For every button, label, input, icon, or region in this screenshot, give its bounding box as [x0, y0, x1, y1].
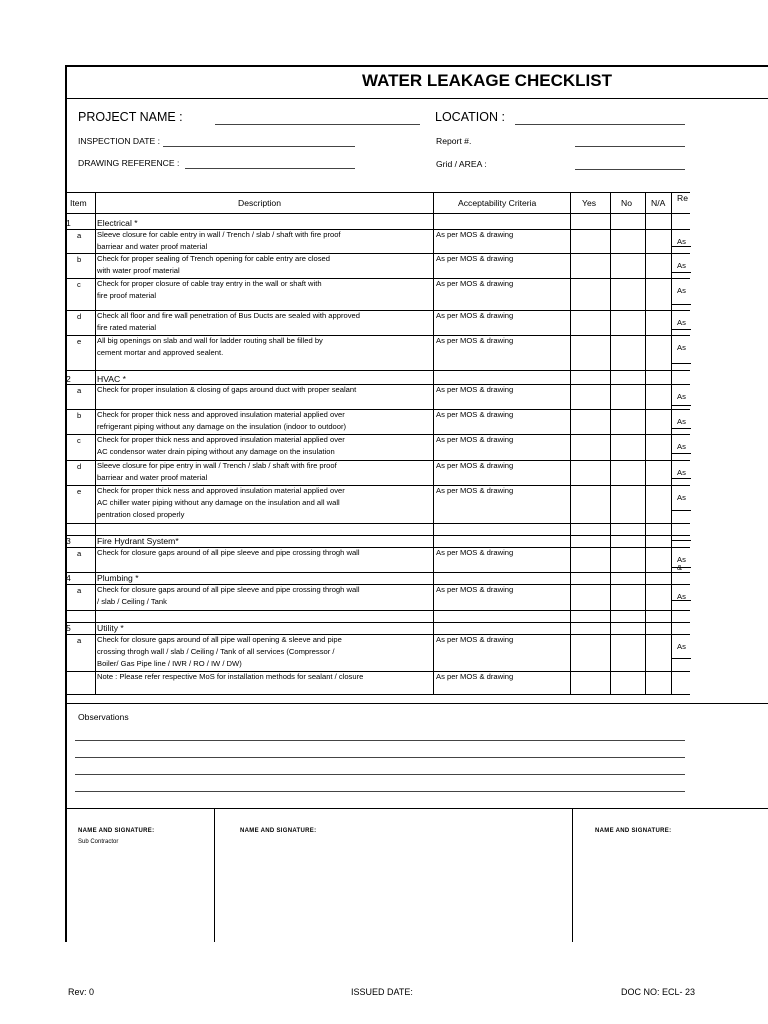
remark-rule [671, 510, 691, 511]
checkbox-no[interactable] [611, 311, 644, 334]
row-remark: As [677, 493, 686, 502]
row-description: Check for proper thick ness and approved insulation material applied over [97, 435, 345, 444]
checkbox-no[interactable] [611, 410, 644, 433]
inspection-date-field[interactable] [163, 146, 355, 147]
row-letter: c [77, 436, 81, 445]
row-description: Check all floor and fire wall penetration of Bus Ducts are sealed with approved [97, 311, 360, 320]
row-remark: As [677, 343, 686, 352]
location-label: LOCATION : [435, 110, 505, 124]
col-no: No [621, 198, 632, 208]
row-letter: e [77, 487, 82, 496]
section-num: 5 [66, 623, 71, 633]
section-title: Electrical * [97, 218, 138, 228]
row-criteria: As per MOS & drawing [436, 635, 514, 644]
checkbox-na[interactable] [646, 279, 670, 309]
observation-line[interactable] [75, 740, 685, 741]
row-letter: c [77, 280, 81, 289]
signature-label: NAME AND SIGNATURE: [240, 828, 317, 834]
section-num: 1 [66, 218, 71, 228]
remark-rule [671, 428, 691, 429]
remark-rule [671, 272, 691, 273]
checkbox-no[interactable] [611, 435, 644, 459]
row-remark: As [677, 468, 686, 477]
row-letter: e [77, 337, 82, 346]
table-rule [65, 572, 690, 573]
row-criteria: As per MOS & drawing [436, 279, 514, 288]
table-rule [65, 694, 690, 695]
checkbox-yes[interactable] [571, 311, 609, 334]
row-remark: As [677, 642, 686, 651]
drawing-reference-label: DRAWING REFERENCE : [78, 158, 180, 168]
remark-rule [671, 405, 691, 406]
checkbox-yes[interactable] [571, 385, 609, 408]
row-description: barriear and water proof material [97, 473, 208, 482]
checkbox-yes[interactable] [571, 548, 609, 571]
row-description: Check for proper thick ness and approved insulation material applied over [97, 410, 345, 419]
row-remark: As [677, 261, 686, 270]
row-criteria: As per MOS & drawing [436, 311, 514, 320]
checkbox-na[interactable] [646, 336, 670, 369]
row-description: Check for proper closure of cable tray entry in the wall or shaft with [97, 279, 322, 288]
table-rule [65, 622, 690, 623]
section-title: Fire Hydrant System* [97, 536, 179, 546]
row-letter: a [77, 549, 82, 558]
table-rule [65, 192, 690, 193]
page-title: WATER LEAKAGE CHECKLIST [362, 71, 612, 90]
section-title: Plumbing * [97, 573, 139, 583]
section-num: 4 [66, 573, 71, 583]
observation-line[interactable] [75, 791, 685, 792]
row-description: Sleeve closure for cable entry in wall / Trench / slab / shaft with fire proof [97, 230, 341, 239]
checkbox-yes[interactable] [571, 410, 609, 433]
grid-area-label: Grid / AREA : [436, 159, 487, 169]
signature-box[interactable] [220, 850, 565, 935]
table-rule [65, 610, 690, 611]
row-letter: b [77, 255, 82, 264]
footer-rev: Rev: 0 [68, 987, 95, 997]
checkbox-yes[interactable] [571, 461, 609, 484]
row-description: AC chiller water piping without any damage on the insulation and all wall [97, 498, 340, 507]
footer-issued-date: ISSUED DATE: [351, 987, 413, 997]
row-description: AC condensor water drain piping without any damage on the insulation [97, 447, 335, 456]
project-name-label: PROJECT NAME : [78, 110, 183, 124]
row-criteria: As per MOS & drawing [436, 461, 514, 470]
remark-rule [671, 540, 691, 541]
checkbox-no[interactable] [611, 230, 644, 252]
row-remark: As [677, 392, 686, 401]
checkbox-na[interactable] [646, 486, 670, 522]
row-description: crossing throgh wall / slab / Ceiling / Tank of all services (Compressor / [97, 647, 335, 656]
checkbox-no[interactable] [611, 585, 644, 609]
checkbox-yes[interactable] [571, 254, 609, 277]
checkbox-no[interactable] [611, 635, 644, 670]
drawing-reference-field[interactable] [185, 168, 355, 169]
checkbox-yes[interactable] [571, 585, 609, 609]
observation-line[interactable] [75, 757, 685, 758]
row-description: Check for closure gaps around of all pipe sleeve and pipe crossing throgh wall [97, 585, 360, 594]
remark-rule [671, 363, 691, 364]
remark-rule [671, 453, 691, 454]
row-letter: d [77, 462, 82, 471]
observations-label: Observations [78, 712, 129, 722]
checkbox-na[interactable] [646, 635, 670, 670]
row-description: Check for proper thick ness and approved insulation material applied over [97, 486, 345, 495]
row-description: Check for closure gaps around of all pipe sleeve and pipe crossing throgh wall [97, 548, 360, 557]
checkbox-no[interactable] [611, 548, 644, 571]
checkbox-no[interactable] [611, 486, 644, 522]
row-description: Check for proper sealing of Trench opening for cable entry are closed [97, 254, 331, 263]
checkbox-na[interactable] [646, 461, 670, 484]
frame-divider [65, 703, 768, 704]
row-remark: As [677, 286, 686, 295]
signature-label: NAME AND SIGNATURE: [595, 828, 672, 834]
row-criteria: As per MOS & drawing [436, 230, 514, 239]
footer-doc-no: DOC NO: ECL- 23 [621, 987, 696, 997]
row-criteria: As per MOS & drawing [436, 385, 514, 394]
checkbox-yes[interactable] [571, 336, 609, 369]
row-criteria: As per MOS & drawing [436, 336, 514, 345]
signature-sub: Sub Contractor [78, 839, 119, 845]
section-title: Utility * [97, 623, 124, 633]
report-field[interactable] [575, 146, 685, 147]
checkbox-yes[interactable] [571, 486, 609, 522]
row-criteria: As per MOS & drawing [436, 254, 514, 263]
col-yes: Yes [582, 198, 597, 208]
checkbox-no[interactable] [611, 254, 644, 277]
observation-line[interactable] [75, 774, 685, 775]
checkbox-na[interactable] [646, 585, 670, 609]
signature-box[interactable] [78, 850, 208, 935]
row-letter: a [77, 586, 82, 595]
checkbox-no[interactable] [611, 461, 644, 484]
row-description: with water proof material [97, 266, 180, 275]
table-column-divider [95, 192, 96, 694]
grid-area-field[interactable] [575, 169, 685, 170]
row-criteria: As per MOS & drawing [436, 486, 514, 495]
row-remark: As [677, 555, 686, 564]
row-letter: d [77, 312, 82, 321]
col-na: N/A [651, 198, 666, 208]
row-letter: a [77, 231, 82, 240]
table-rule [65, 671, 690, 672]
remark-rule [671, 246, 691, 247]
checkbox-na[interactable] [646, 230, 670, 252]
row-description: refrigerant piping without any damage on the insulation (indoor to outdoor) [97, 422, 347, 431]
project-name-field[interactable] [215, 124, 420, 125]
row-description: / slab / Ceiling / Tank [97, 597, 167, 606]
signature-divider [214, 808, 215, 942]
col-item: Item [70, 198, 87, 208]
checkbox-na[interactable] [646, 385, 670, 408]
frame-divider [65, 98, 768, 99]
row-letter: b [77, 411, 82, 420]
row-letter: a [77, 386, 82, 395]
row-remark: As [677, 592, 686, 601]
note-criteria: As per MOS & drawing [436, 672, 514, 681]
section-num: 2 [66, 374, 71, 384]
row-letter: a [77, 636, 82, 645]
checkbox-no[interactable] [611, 385, 644, 408]
location-field[interactable] [515, 124, 685, 125]
row-remark: As [677, 442, 686, 451]
row-description: fire rated material [97, 323, 157, 332]
row-description: Check for proper insulation & closing of gaps around duct with proper sealant [97, 385, 357, 394]
col-remarks: Re [677, 193, 688, 203]
row-description: cement mortar and approved sealent. [97, 348, 224, 357]
row-description: Check for closure gaps around of all pipe wall opening & sleeve and pipe [97, 635, 342, 644]
row-description: All big openings on slab and wall for ladder routing shall be filled by [97, 336, 323, 345]
table-rule [65, 535, 690, 536]
row-remark: As [677, 237, 686, 246]
checkbox-na[interactable] [646, 548, 670, 571]
col-description: Description [238, 198, 281, 208]
row-criteria: As per MOS & drawing [436, 548, 514, 557]
remark-rule [671, 658, 691, 659]
checkbox-na[interactable] [646, 435, 670, 459]
checkbox-na[interactable] [646, 311, 670, 334]
remark-rule [671, 304, 691, 305]
section-title: HVAC * [97, 374, 126, 384]
row-criteria: As per MOS & drawing [436, 585, 514, 594]
table-rule [65, 523, 690, 524]
table-rule [65, 213, 690, 214]
section-num: 3 [66, 536, 71, 546]
checkbox-yes[interactable] [571, 435, 609, 459]
note-text: Note : Please refer respective MoS for installation methods for sealant / closure [97, 672, 364, 681]
row-remark: As [677, 318, 686, 327]
inspection-date-label: INSPECTION DATE : [78, 136, 160, 146]
checkbox-no[interactable] [611, 279, 644, 309]
signature-label: NAME AND SIGNATURE: [78, 828, 155, 834]
row-remark: As [677, 417, 686, 426]
checkbox-yes[interactable] [571, 635, 609, 670]
table-rule [65, 370, 690, 371]
checkbox-no[interactable] [611, 336, 644, 369]
row-description: Boiler/ Gas Pipe line / IWR / RO / IW / DW) [97, 659, 242, 668]
checkbox-na[interactable] [646, 410, 670, 433]
row-criteria: As per MOS & drawing [436, 435, 514, 444]
row-description: barriear and water proof material [97, 242, 208, 251]
signature-divider [572, 808, 573, 942]
row-criteria: As per MOS & drawing [436, 410, 514, 419]
col-criteria: Acceptability Criteria [458, 198, 537, 208]
checkbox-yes[interactable] [571, 230, 609, 252]
table-column-divider [671, 192, 672, 694]
checkbox-na[interactable] [646, 254, 670, 277]
frame-divider [65, 808, 768, 809]
row-description: Sleeve closure for pipe entry in wall / Trench / slab / shaft with fire proof [97, 461, 337, 470]
row-remark: & [677, 563, 683, 572]
report-label: Report #. [436, 136, 472, 146]
remark-rule [671, 329, 691, 330]
signature-box[interactable] [578, 850, 683, 935]
table-column-divider [433, 192, 434, 694]
row-description: fire proof material [97, 291, 157, 300]
remark-rule [671, 478, 691, 479]
row-description: pentration closed properly [97, 510, 185, 519]
checkbox-yes[interactable] [571, 279, 609, 309]
